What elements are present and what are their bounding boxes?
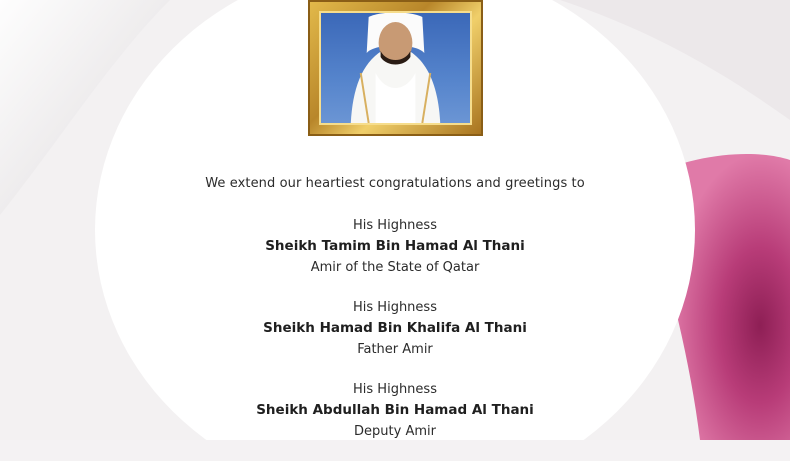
dignitary-title: Deputy Amir: [354, 424, 436, 439]
dignitary-amir: [145, 215, 645, 278]
dignitary-title: Amir of the State of Qatar: [310, 260, 480, 275]
dignitary-honorific: His Highness: [353, 382, 437, 397]
dignitary-father-amir: [145, 297, 645, 360]
dignitary-deputy-amir: [145, 379, 645, 442]
dignitary-title: Father Amir: [357, 342, 433, 357]
portrait-frame: [308, 0, 483, 136]
dignitary-honorific: His Highness: [353, 300, 437, 315]
dignitary-name: Sheikh Hamad Bin Khalifa Al Thani: [263, 320, 527, 336]
framed-portrait-icon: [319, 11, 472, 125]
greeting-message: [145, 176, 645, 461]
dignitary-honorific: His Highness: [353, 218, 437, 233]
greeting-intro: We extend our heartiest congratulations and greetings to: [205, 176, 585, 191]
dignitary-name: Sheikh Abdullah Bin Hamad Al Thani: [256, 402, 534, 418]
dignitary-name: Sheikh Tamim Bin Hamad Al Thani: [265, 238, 525, 254]
